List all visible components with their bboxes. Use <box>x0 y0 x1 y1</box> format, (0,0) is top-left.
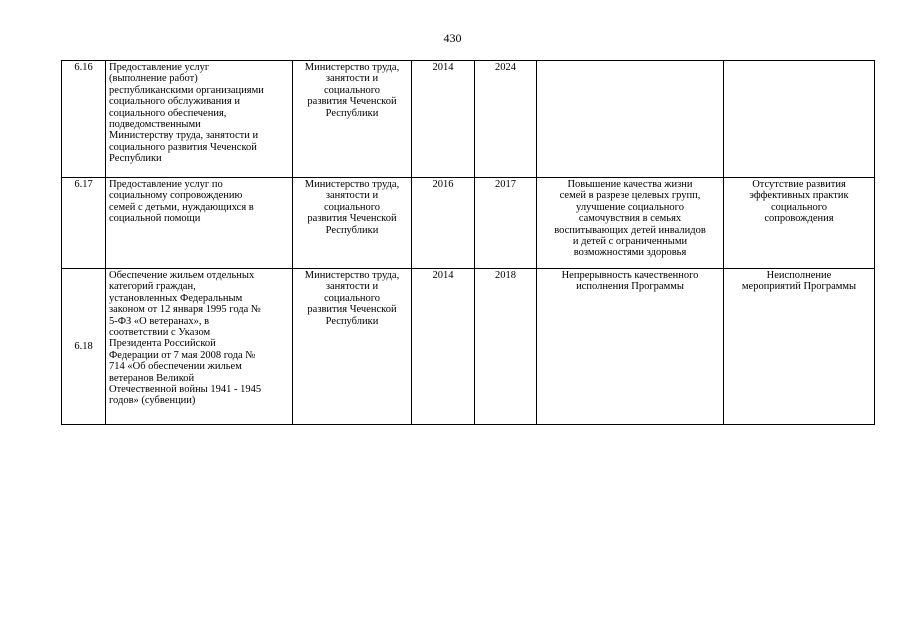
responsible-executor: Министерство труда, занятости и социального развития Чеченской Республики <box>293 269 412 425</box>
responsible-executor: Министерство труда, занятости и социального развития Чеченской Республики <box>293 178 412 269</box>
start-year: 2014 <box>412 269 475 425</box>
risk-consequence <box>724 61 875 178</box>
expected-result <box>537 61 724 178</box>
start-year: 2014 <box>412 61 475 178</box>
activity-description: Обеспечение жильем отдельных категорий граждан, установленных Федеральным законом от 12 января 1995 года № 5-ФЗ «О ветеранах», в соответствии с Указом Президента Российской Федерации от 7 мая 2008 года № 714 «Об обеспечении жильем ветеранов Великой Отечественной войны 1941 - 1945 годов» (субвенции) <box>106 269 293 425</box>
program-activities-table <box>61 60 875 425</box>
table-row <box>62 269 875 425</box>
table-row <box>62 61 875 178</box>
row-number: 6.18 <box>62 269 106 425</box>
start-year: 2016 <box>412 178 475 269</box>
end-year: 2018 <box>475 269 537 425</box>
row-number: 6.17 <box>62 178 106 269</box>
responsible-executor: Министерство труда, занятости и социального развития Чеченской Республики <box>293 61 412 178</box>
expected-result: Непрерывность качественного исполнения Программы <box>537 269 724 425</box>
activity-description: Предоставление услуг (выполнение работ) республиканскими организациями социального обслуживания и социального обеспечения, подведомственными Министерству труда, занятости и социального развития Чеченской Республики <box>106 61 293 178</box>
row-number: 6.16 <box>62 61 106 178</box>
activity-description: Предоставление услуг по социальному сопровождению семей с детьми, нуждающихся в социальной помощи <box>106 178 293 269</box>
risk-consequence: Отсутствие развития эффективных практик социального сопровождения <box>724 178 875 269</box>
risk-consequence: Неисполнение мероприятий Программы <box>724 269 875 425</box>
expected-result: Повышение качества жизни семей в разрезе целевых групп, улучшение социального самочувствия в семьях воспитывающих детей инвалидов и детей с ограниченными возможностями здоровья <box>537 178 724 269</box>
end-year: 2017 <box>475 178 537 269</box>
page-number: 430 <box>443 31 462 45</box>
table-row <box>62 178 875 269</box>
end-year: 2024 <box>475 61 537 178</box>
